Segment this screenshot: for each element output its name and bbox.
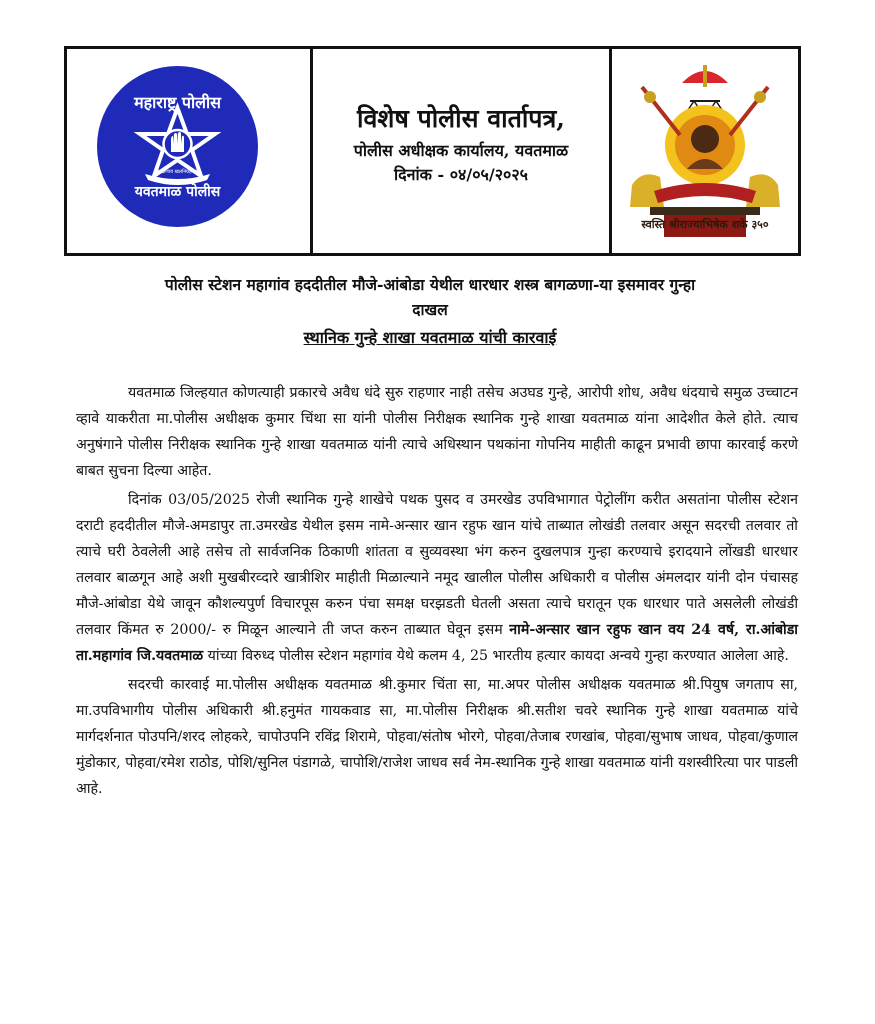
emblem-banner-text: स्वस्ति श्रीराज्याभिषेक शके ३५० (641, 218, 769, 231)
letterhead (64, 46, 801, 256)
office-name: पोलीस अधीक्षक कार्यालय, यवतमाळ (353, 141, 569, 160)
paragraph-1: यवतमाळ जिल्हयात कोणत्याही प्रकारचे अवैध धंदे सुरु राहणार नाही तसेच अउघड गुन्हे, आरोपी शोध, अवैध धंदयाचे समुळ उच्चाटन व्हावे याकरीता मा.पोलीस अधीक्षक कुमार चिंथा सा यांनी पोलीस निरीक्षक स्थानिक गुन्हे शाखा यवतमाळ यांना आदेशीत केले होते. त्याच अनुषंगाने पोलीस निरीक्षक स्थानिक गुन्हे शाखा यवतमाळ यांनी त्याचे अधिस्थान पथकांना गोपनिय माहीती काढून प्रभावी छापा कारवाई करणे बाबत सुचना दिल्या आहेत. (76, 385, 798, 479)
maharashtra-police-logo (97, 66, 258, 227)
bulletin-title: विशेष पोलीस वार्तापत्र, (356, 104, 566, 133)
emblem-panel (609, 49, 798, 253)
paragraph-2-text-b: यांच्या विरुध्द पोलीस स्टेशन महागांव येथे कलम 4, 25 भारतीय हत्यार कायदा अन्वये गुन्हा करण्यात आलेला आहे. (203, 648, 789, 664)
paragraph-3: सदरची कारवाई मा.पोलीस अधीक्षक यवतमाळ श्री.कुमार चिंता सा, मा.अपर पोलीस अधीक्षक यवतमाळ श्री.पियुष जगताप सा, मा.उपविभागीय पोलीस अधिकारी श्री.हनुमंत गायकवाड सा, मा.पोलीस निरीक्षक श्री.सतीश चवरे स्थानिक गुन्हे शाखा यवतमाळ यांचे मार्गदर्शनात पोउपनि/शरद लोहकरे, चापोउपनि रविंद्र शिरामे, पोहवा/संतोष भोरगे, पोहवा/तेजाब रणखांब, पोहवा/सुभाष जाधव, पोहवा/कुणाल मुंडोकार, पोहवा/रमेश राठोड, पोशि/सुनिल पंडागळे, चापोशि/राजेश जाधव सर्व नेम-स्थानिक गुन्हे शाखा यवतमाळ यांनी यशस्वीरित्या पार पाडली आहे. (76, 677, 798, 797)
headline-subtitle: स्थानिक गुन्हे शाखा यवतमाळ यांची कारवाई (303, 328, 557, 347)
paragraph-2 (76, 487, 798, 669)
article-body (76, 380, 798, 805)
bulletin-date: दिनांक - ०४/०५/२०२५ (394, 165, 528, 184)
logo-motto: सद्रक्षणाय खलनिग्रहणाय (155, 169, 200, 175)
headline-line-1: पोलीस स्टेशन महागांव हददीतील मौजे-आंबोडा येथील धारधार शस्त्र बागळणा-या इसमावर गुन्हा (164, 275, 696, 294)
logo-top-text: महाराष्ट्र पोलीस (134, 93, 221, 112)
police-logo-panel (67, 49, 313, 253)
paragraph-2-text-a: दिनांक 03/05/2025 रोजी स्थानिक गुन्हे शाखेचे पथक पुसद व उमरखेड उपविभागात पेट्रोलींग करीत असतांना पोलीस स्टेशन दराटी हददीतील मौजे-अमडापुर ता.उमरखेड येथील इसम नामे-अन्सार खान रहुफ खान यांचे ताब्यात लोखंडी तलवार असून सदरची तलवार तो त्याचे घरी ठेवलेली आहे तसेच तो सार्वजनिक ठिकाणी शांतता व सुव्यवस्था भंग करुन दुखलपात्र गुन्हा करण्याचे इरादयाने लोंखडी धारधार तलवार बाळगून आहे अशी मुखबीरव्दारे खात्रीशिर माहीती मिळाल्याने नमूद खालील पोलीस अधिकारी व पोलीस अंमलदार यांनी दोन पंचासह मौजे-आंबोडा येथे जावून कौशल्यपुर्ण विचारपूस करुन पंचा समक्ष घरझडती घेतली असता त्याचे घरातून एक धारधार पाते असलेली लोखंडी तलवार किंमत रु 2000/- रु मिळून आल्याने ती जप्त करुन ताब्यात घेवून इसम (76, 492, 799, 638)
headline (110, 272, 750, 322)
accused-details: नामे-अन्सार खान रहुफ खान वय 24 वर्ष, रा.आंबोडा ता.महागांव जि.यवतमाळ (76, 622, 798, 664)
headline-line-2: दाखल (412, 300, 448, 319)
logo-bottom-text: यवतमाळ पोलीस (134, 184, 221, 200)
letterhead-title-block (313, 49, 609, 253)
